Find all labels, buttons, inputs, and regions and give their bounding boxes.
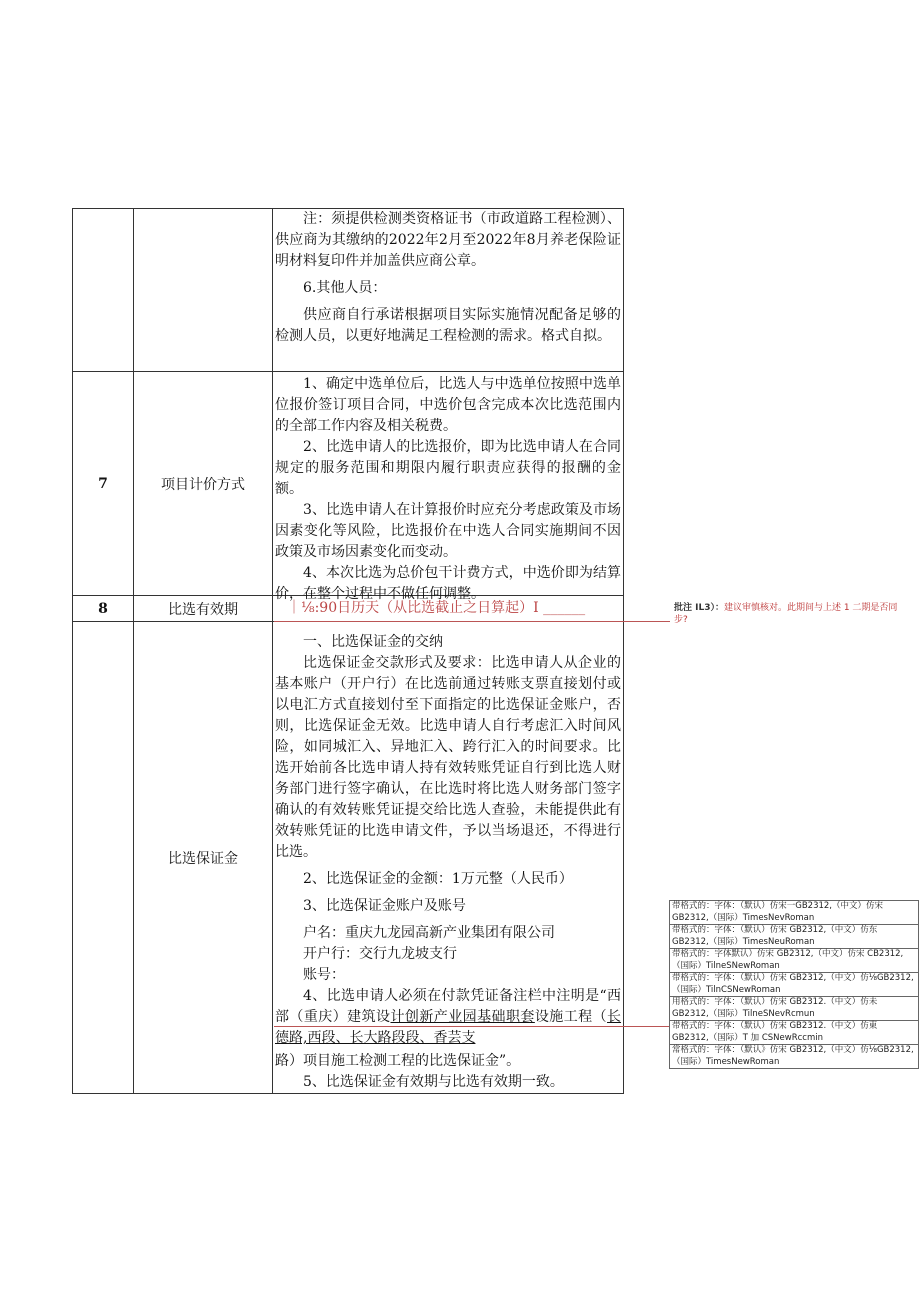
- staff-note-paragraph: 注：须提供检测类资格证书（市政道路工程检测）、供应商为其缴纳的2022年2月至2022年8月养老保险证明材料复印件并加盖供应商公章。: [275, 211, 621, 269]
- comment-text: 建议审慎核对。此期间与上述 1 二期是否同步?: [674, 603, 898, 625]
- format-note[interactable]: 带格式的：字体默认）仿宋 GB2312,（中文）仿宋 CB2312,（国际）TilneSNewRoman: [670, 949, 918, 973]
- format-note[interactable]: 带格式的：字体：（默认）仿宋 GB2312.（中文）仿東 GB2312,（国际）T 加 CSNewRccmin: [670, 1021, 918, 1045]
- deposit-note-clause: [273, 986, 623, 1049]
- row-number-8: 8: [73, 596, 134, 622]
- format-note[interactable]: 带格式的：字体：（默认）仿宋 GB2312,（中文）仿⅛GB2312,（国际）TilnCSNewRoman: [670, 973, 918, 997]
- format-note[interactable]: 常格式的：字体：（默认》仿宋 GB2312,（中文）仿⅛GB2312,（国际）TimesNewRoman: [672, 1045, 914, 1067]
- pricing-clause-1: 1、确定中选单位后，比选人与中选单位按照中选单位报价签订项目合同，中选价包含完成本次比选范围内的全部工作内容及相关税费。: [275, 376, 621, 434]
- format-notes-panel: [669, 900, 919, 1069]
- deposit-amount: 2、比选保证金的金额：1万元整（人民币）: [303, 871, 573, 887]
- format-note[interactable]: 带格式的：字体：（默认）仿宋 GB2312,（中文）仿东 GB2312,（国际）TimesNeuRoman: [670, 925, 918, 949]
- requirements-table: [72, 208, 624, 1094]
- pricing-clause-2: 2、比选申请人的比选报价，即为比选申请人在合同规定的服务范围和期限内履行职责应获得的报酬的金额。: [275, 439, 621, 497]
- pricing-clause-4: 4、本次比选为总价包干计费方式，中选价即为结算价，在整个过程中不做任何调整。: [275, 565, 621, 602]
- row-number-7: 7: [73, 372, 134, 596]
- comment-connector-line: [274, 621, 670, 622]
- table-row-prev: [73, 209, 624, 372]
- row-number-cell-empty: [73, 622, 134, 1094]
- account-bank: 开户行：交行九龙坡支行: [303, 946, 457, 962]
- row-name-deposit: 比选保证金: [134, 622, 273, 1094]
- table-row-7: [73, 372, 624, 596]
- row-name-cell: [134, 209, 273, 372]
- other-staff-paragraph: 供应商自行承诺根据项目实际实施情况配备足够的检测人员，以更好地满足工程检测的需求。格式自拟。: [275, 307, 621, 344]
- deposit-account-heading: 3、比选保证金账户及账号: [303, 898, 466, 914]
- format-connector-line: [274, 1026, 670, 1027]
- deposit-note-part-c: 设施工程（: [534, 1009, 608, 1025]
- other-staff-heading: 6.其他人员：: [303, 280, 387, 296]
- format-note[interactable]: 带格式的：字体：（默认）仿宋一GB2312,（中文）仿宋GB2312,（国际）TimesNevRoman: [670, 901, 918, 925]
- deposit-content-cell: [273, 622, 624, 1094]
- table-row-9: [73, 622, 624, 1094]
- row-number-cell: [73, 209, 134, 372]
- deposit-heading: 一、比选保证金的交纳: [303, 634, 443, 650]
- deposit-note-part-a: 4、比选申请人必须在付款凭证备注栏中注明是“西部（重庆）建筑设: [275, 988, 621, 1025]
- account-name: 户名：重庆九龙园高新产业集团有限公司: [303, 925, 555, 941]
- row-content-cell: [273, 209, 624, 372]
- row-name-pricing: 项目计价方式: [134, 372, 273, 596]
- pricing-clause-3: 3、比选申请人在计算报价时应充分考虑政策及市场因素变化等风险，比选报价在中选人合同实施期间不因政策及市场因素变化而变动。: [275, 502, 621, 560]
- validity-period-text: ｜⅛:90日历天（从比选截止之日算起）I ______: [287, 600, 586, 616]
- review-comment[interactable]: [674, 602, 909, 626]
- deposit-validity-clause: 5、比选保证金有效期与比选有效期一致。: [303, 1074, 564, 1090]
- format-note[interactable]: 用格式的：字体：（默认）仿宋 GB2312.（中文）仿未 GB2312,（国际）TilneSNevRcmun: [670, 997, 918, 1021]
- account-number: 账号：: [303, 967, 345, 983]
- deposit-requirements: 比选保证金交款形式及要求：比选申请人从企业的基本账户（开户行）在比选前通过转账支票直接划付或以电汇方式直接划付至下面指定的比选保证金账户，否则，比选保证金无效。比选申请人自行考虑汇入时间风险，如同城汇入、异地汇入、跨行汇入的时间要求。比选开始前各比选申请人持有效转账凭证自行到比选人财务部门进行签字确认，在比选时将比选人财务部门签字确认的有效转账凭证提交给比选人查验，未能提供此有效转账凭证的比选申请文件，予以当场退还，不得进行比选。: [275, 655, 621, 860]
- validity-content-cell: [273, 596, 624, 622]
- deposit-note-end: 路）项目施工检测工程的比选保证金”。: [275, 1053, 521, 1069]
- comment-label: 批注 IL3）：: [674, 603, 724, 613]
- pricing-content-cell: [273, 372, 624, 602]
- row-name-validity: 比选有效期: [134, 596, 273, 622]
- table-row-8: [73, 596, 624, 622]
- deposit-note-part-b: 计创新产业园基础职套: [390, 1009, 535, 1025]
- deposit-note-part-d: 长德路,西段、长大路段段、香芸支: [275, 1009, 622, 1046]
